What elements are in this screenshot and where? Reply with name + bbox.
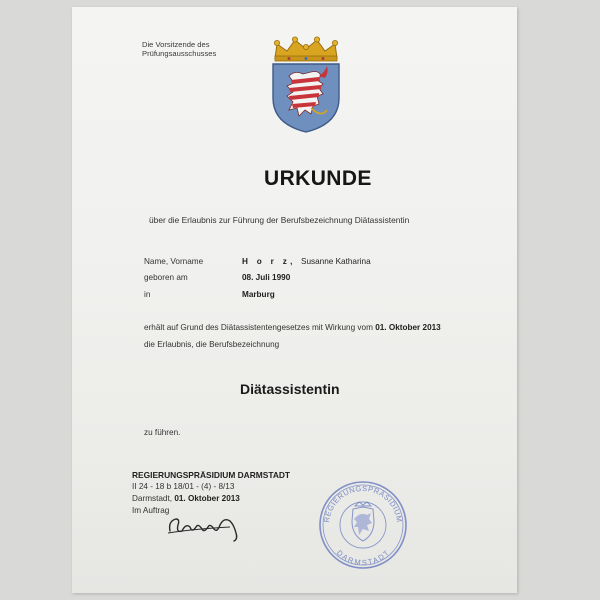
authority-name: REGIERUNGSPRÄSIDIUM DARMSTADT [132, 470, 291, 480]
issue-line [132, 494, 240, 503]
handwritten-signature [164, 509, 264, 543]
hesse-lion-coat-of-arms-icon [267, 36, 345, 134]
birth-place-value: Marburg [242, 290, 275, 299]
stamp-text-bottom: DARMSTADT [334, 548, 392, 568]
surname-value: H o r z, [242, 257, 296, 266]
stamp-lion-icon [352, 502, 374, 541]
issue-date: 01. Oktober 2013 [174, 494, 240, 503]
document-title: URKUNDE [264, 167, 372, 190]
name-value [242, 257, 371, 266]
birth-date-value: 08. Juli 1990 [242, 273, 291, 282]
official-stamp [317, 479, 409, 571]
birth-place-label: in [144, 290, 151, 299]
profession-title: Diätassistentin [240, 381, 340, 397]
grant-line-1-text: erhält auf Grund des Diätassistentengesetzes mit Wirkung vom [144, 323, 373, 332]
birth-date-label: geboren am [144, 273, 188, 282]
effective-date: 01. Oktober 2013 [375, 323, 441, 332]
svg-text:DARMSTADT [335, 548, 391, 567]
closing-text: zu führen. [144, 428, 181, 437]
given-names-value: Susanne Katharina [300, 257, 371, 266]
stamp-text-top: REGIERUNGSPRÄSIDIUM [322, 483, 405, 524]
name-label: Name, Vorname [144, 257, 204, 266]
chair-line-1: Die Vorsitzende des [142, 40, 210, 49]
grant-line-1 [144, 323, 441, 332]
certificate-page [72, 7, 517, 593]
crown-icon [274, 37, 337, 61]
file-number: II 24 - 18 b 18/01 - (4) - 8/13 [132, 482, 235, 491]
grant-line-2: die Erlaubnis, die Berufsbezeichnung [144, 340, 280, 349]
document-subtitle: über die Erlaubnis zur Führung der Berufsbezeichnung Diätassistentin [149, 215, 410, 225]
chair-line-2: Prüfungsausschusses [142, 49, 217, 58]
on-behalf-label: Im Auftrag [132, 506, 170, 515]
issue-place: Darmstadt, [132, 494, 173, 503]
